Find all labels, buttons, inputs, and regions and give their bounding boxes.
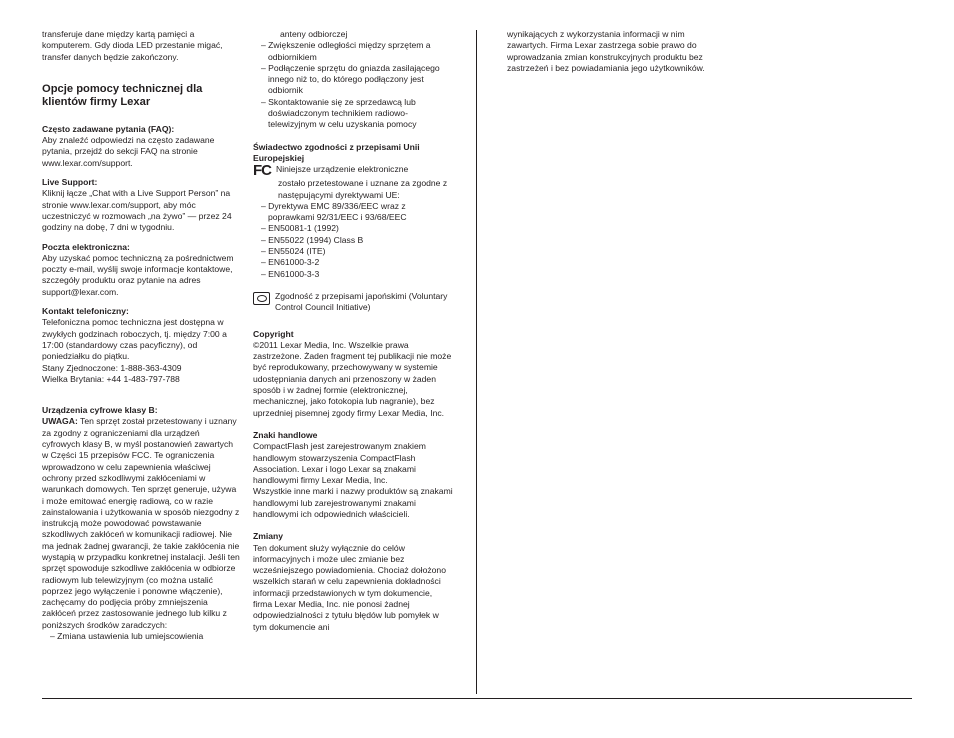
measure-item-2: – Zwiększenie odległości między sprzętem a odbiornikiem bbox=[253, 40, 453, 63]
phone-heading: Kontakt telefoniczny: bbox=[42, 306, 129, 317]
eu-statement bbox=[253, 164, 453, 178]
standard-3: – EN55024 (ITE) bbox=[253, 246, 453, 257]
faq-heading: Często zadawane pytania (FAQ): bbox=[42, 123, 175, 134]
warning-paragraph bbox=[42, 416, 240, 631]
vcci-logo-icon bbox=[253, 292, 270, 305]
warning-label: UWAGA: bbox=[42, 416, 78, 427]
live-support-text: Kliknij łącze „Chat with a Live Support Person” na stronie www.lexar.com/support, aby móc uczestniczyć w rozmowach „na żywo” — przez 24 godziny na dobę, 7 dni w tygodniu. bbox=[42, 188, 232, 233]
intro-text: transferuje dane między kartą pamięci a komputerem. Gdy dioda LED przestanie migać, transfer danych będzie zakończony. bbox=[42, 29, 223, 62]
standard-5: – EN61000-3-3 bbox=[253, 269, 453, 280]
column-left bbox=[42, 29, 240, 642]
trademarks-text-2: Wszystkie inne marki i nazwy produktów są znakami handlowymi lub zarejestrowanymi znakami handlowymi ich odpowiednich właścicieli. bbox=[253, 486, 453, 519]
eu-text-line1: Niniejsze urządzenie elektroniczne bbox=[276, 164, 409, 175]
support-heading: Opcje pomocy technicznej dla klientów firmy Lexar bbox=[42, 82, 203, 109]
phone-us: Stany Zjednoczone: 1-888-363-4309 bbox=[42, 362, 182, 373]
trademarks-text-1: CompactFlash jest zarejestrowanym znakiem handlowym stowarzyszenia CompactFlash Association. Lexar i logo Lexar są znakami handlowymi firmy Lexar Media, Inc. bbox=[253, 441, 426, 486]
column-divider bbox=[476, 30, 477, 694]
vcci-statement bbox=[253, 291, 453, 314]
warning-text: Ten sprzęt został przetestowany i uznany za zgodny z ograniczeniami dla urządzeń cyfrowych klasy B, w myśl postanowień zawartych w Części 15 przepisów FCC. Te ograniczenia wprowadzono w celu zapewnienia właściwej ochrony przed szkodliwymi zakłóceniami w warunkach domowych. Ten sprzęt generuje, używa i może emitować energię radiową, co w razie zainstalowania i użytkowania w sposób niezgodny z instrukcją może powodować powstawanie szkodliwych zakłóceń w komunikacji radiowej. Nie ma jednak żadnej gwarancji, że takie zakłócenia nie wystąpią w przypadku konkretnej instalacji. Jeśli ten sprzęt spowoduje szkodliwe zakłócenia w odbiorze radiowym lub telewizyjnym (co można ustalić poprzez jego wyłączenie i ponowne włączenie), zachęcamy do podjęcia próby zmniejszenia zakłóceń przez zastosowanie jednego lub kilku z poniższych środków zaradczych: bbox=[42, 416, 240, 630]
changes-text: Ten dokument służy wyłącznie do celów informacyjnych i może ulec zmianie bez wcześniejszego powiadomienia. Chociaż dołożono wszelkich starań w celu zapewnienia dokładności informacji przedstawionych w tym dokumencie, firma Lexar Media, Inc. nie ponosi żadnej odpowiedzialności z tytułu błędów lub pomyłek w tym dokumencie ani bbox=[253, 542, 446, 632]
standard-2: – EN55022 (1994) Class B bbox=[253, 235, 453, 246]
live-support-heading: Live Support: bbox=[42, 177, 98, 188]
column-middle bbox=[253, 29, 453, 633]
column-right bbox=[507, 29, 707, 74]
standard-1: – EN50081-1 (1992) bbox=[253, 223, 453, 234]
standard-4: – EN61000-3-2 bbox=[253, 257, 453, 268]
footer-rule bbox=[42, 698, 912, 699]
class-b-heading: Urządzenia cyfrowe klasy B: bbox=[42, 405, 158, 416]
eu-directive: – Dyrektywa EMC 89/336/EEC wraz z poprawkami 92/31/EEC i 93/68/EEC bbox=[253, 201, 453, 224]
measure-item-3: – Podłączenie sprzętu do gniazda zasilającego innego niż to, do którego podłączony jest odbiornik bbox=[253, 63, 453, 97]
measure-item-1-cont: anteny odbiorczej bbox=[280, 29, 348, 39]
phone-uk: Wielka Brytania: +44 1-483-797-788 bbox=[42, 373, 180, 384]
trademarks-heading: Znaki handlowe bbox=[253, 429, 318, 440]
measure-item-4: – Skontaktowanie się ze sprzedawcą lub doświadczonym technikiem radiowo-telewizyjnym w celu uzyskania pomocy bbox=[253, 97, 453, 131]
measure-item-1: – Zmiana ustawienia lub umiejscowienia bbox=[42, 631, 240, 642]
eu-text-line2a: zostało przetestowane i uznane za zgodne z następującymi dyrektywami UE: bbox=[278, 178, 448, 200]
copyright-heading: Copyright bbox=[253, 328, 294, 339]
faq-text: Aby znaleźć odpowiedzi na często zadawane pytania, przejdź do sekcji FAQ na stronie www.lexar.com/support. bbox=[42, 135, 215, 168]
changes-heading: Zmiany bbox=[253, 531, 284, 542]
vcci-text: Zgodność z przepisami japońskimi (Voluntary Control Council Initiative) bbox=[275, 290, 448, 313]
copyright-text: ©2011 Lexar Media, Inc. Wszelkie prawa zastrzeżone. Żaden fragment tej publikacji nie może być reprodukowany, przechowywany w systemie udostępniania danych ani przenoszony w żaden sposób i w żadnej formie (elektronicznej, mechanicznej, jako fotokopia lub nagranie), bez uprzedniej pisemnej zgody firmy Lexar Media, Inc. bbox=[253, 339, 452, 418]
changes-text-cont: wynikających z wykorzystania informacji w nim zawartych. Firma Lexar zastrzega sobie prawo do wprowadzania zmian konstrukcyjnych produktu bez zastrzeżeń i bez powiadamiania jego użytkowników. bbox=[507, 29, 705, 73]
phone-text: Telefoniczna pomoc techniczna jest dostępna w zwykłych godzinach roboczych, tj. między 7:00 a 17:00 (standardowy czas pacyficzny), od poniedziałku do piątku. bbox=[42, 317, 227, 362]
ce-mark-icon: FC bbox=[253, 162, 271, 180]
email-text: Aby uzyskać pomoc techniczną za pośrednictwem poczty e-mail, wyślij swoje informacje kontaktowe, szczegóły produktu oraz pytanie na adres support@lexar.com. bbox=[42, 252, 234, 297]
eu-heading: Świadectwo zgodności z przepisami Unii Europejskiej bbox=[253, 141, 420, 163]
email-heading: Poczta elektroniczna: bbox=[42, 241, 130, 252]
